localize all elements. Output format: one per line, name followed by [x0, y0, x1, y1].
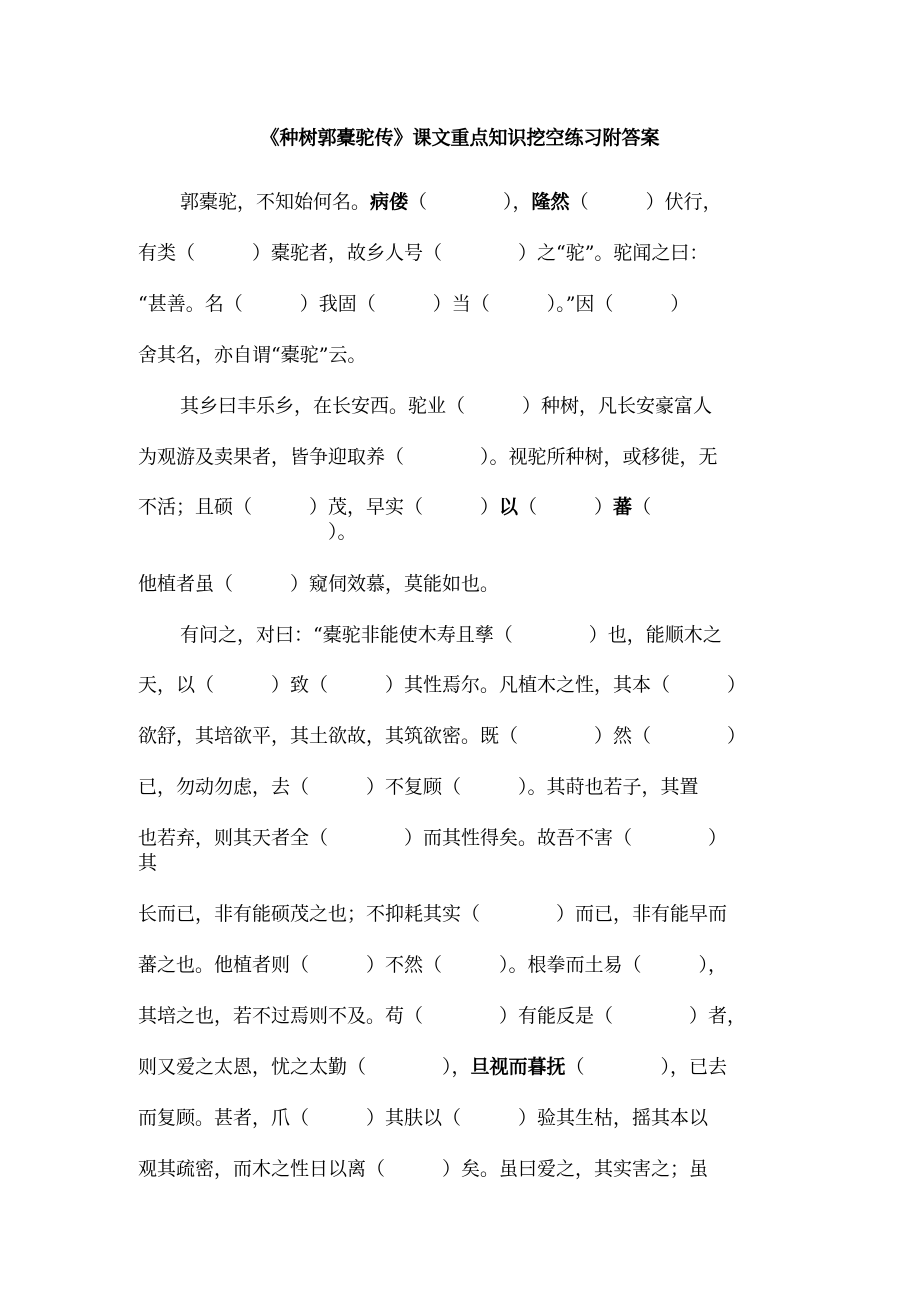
text-segment: 舍其名，亦自谓“橐驼”云。	[138, 344, 367, 366]
text-segment: 观其疏密，而木之性日以离（ ）矣。虽曰爱之，其实害之；虽	[138, 1158, 709, 1180]
text-line	[138, 849, 788, 877]
text-line	[138, 290, 788, 318]
text-line	[138, 824, 788, 852]
text-segment: 不活；且硕（ ）茂，早实（ ）	[138, 496, 500, 518]
text-line	[138, 1104, 788, 1132]
text-segment: 蕃之也。他植者则（ ）不然（ ）。根拳而土易（ ），	[138, 954, 728, 976]
text-segment: 也若弃，则其天者全（ ）而其性得矣。故吾不害（ ）	[138, 827, 728, 849]
document-title: 《种树郭橐驼传》课文重点知识挖空练习附答案	[260, 127, 660, 149]
text-segment: 欲舒，其培欲平，其土欲故，其筑欲密。既（ ）然（ ）	[138, 725, 747, 747]
text-line	[138, 443, 788, 471]
text-segment: 有问之，对曰：“橐驼非能使木寿且孳（ ）也，能顺木之	[180, 624, 722, 646]
text-segment: 已，勿动勿虑，去（ ）不复顾（ ）。其莳也若子，其置	[138, 776, 699, 798]
text-segment: 他植者虽（ ）窥伺效慕，莫能如也。	[138, 573, 500, 595]
text-line	[180, 392, 830, 420]
bold-term: 旦视而暮抚	[470, 1056, 566, 1078]
text-segment: 郭橐驼，不知始何名。	[180, 191, 371, 213]
text-segment: 其乡曰丰乐乡，在长安西。驼业（ ）种树，凡长安豪富人	[180, 395, 713, 417]
text-line	[180, 188, 830, 216]
text-line	[138, 341, 788, 369]
text-line	[138, 1053, 788, 1081]
text-line	[138, 518, 788, 546]
text-line	[180, 621, 830, 649]
text-segment: （ ），已去	[565, 1056, 728, 1078]
bold-term: 蕃	[613, 496, 633, 518]
text-line	[138, 1155, 788, 1183]
text-segment: 而复顾。甚者，爪（ ）其肤以（ ）验其生枯，摇其本以	[138, 1107, 709, 1129]
text-segment: 其培之也，若不过焉则不及。苟（ ）有能反是（ ）者，	[138, 1005, 747, 1027]
text-segment: 其	[138, 852, 158, 874]
text-segment: 为观游及卖果者，皆争迎取养（ ）。视驼所种树，或移徙，无	[138, 446, 718, 468]
text-segment: 长而已，非有能硕茂之也；不抑耗其实（ ）而已，非有能早而	[138, 903, 728, 925]
text-segment: （ ），	[408, 191, 532, 213]
text-line	[138, 951, 788, 979]
bold-term: 以	[499, 496, 519, 518]
text-segment: “甚善。名（ ）我固（ ）当（ ）。”因（ ）	[138, 293, 690, 315]
text-segment: ）。	[138, 521, 357, 543]
text-segment: 有类（ ）橐驼者，故乡人号（ ）之“驼”。驼闻之曰：	[138, 242, 709, 264]
text-segment: （ ）	[518, 496, 614, 518]
text-segment: 则又爱之太恩，忧之太勤（ ），	[138, 1056, 471, 1078]
text-segment: （ ）伏行，	[569, 191, 722, 213]
bold-term: 隆然	[531, 191, 570, 213]
text-line	[138, 722, 788, 750]
text-line	[138, 773, 788, 801]
text-line	[138, 1002, 788, 1030]
text-line	[138, 671, 788, 699]
text-line	[138, 900, 788, 928]
text-line	[138, 570, 788, 598]
text-segment: （	[632, 496, 652, 518]
bold-term: 病偻	[370, 191, 409, 213]
text-segment: 天，以（ ）致（ ）其性焉尔。凡植木之性，其本（ ）	[138, 674, 747, 696]
text-line	[138, 493, 788, 521]
text-line	[138, 239, 788, 267]
